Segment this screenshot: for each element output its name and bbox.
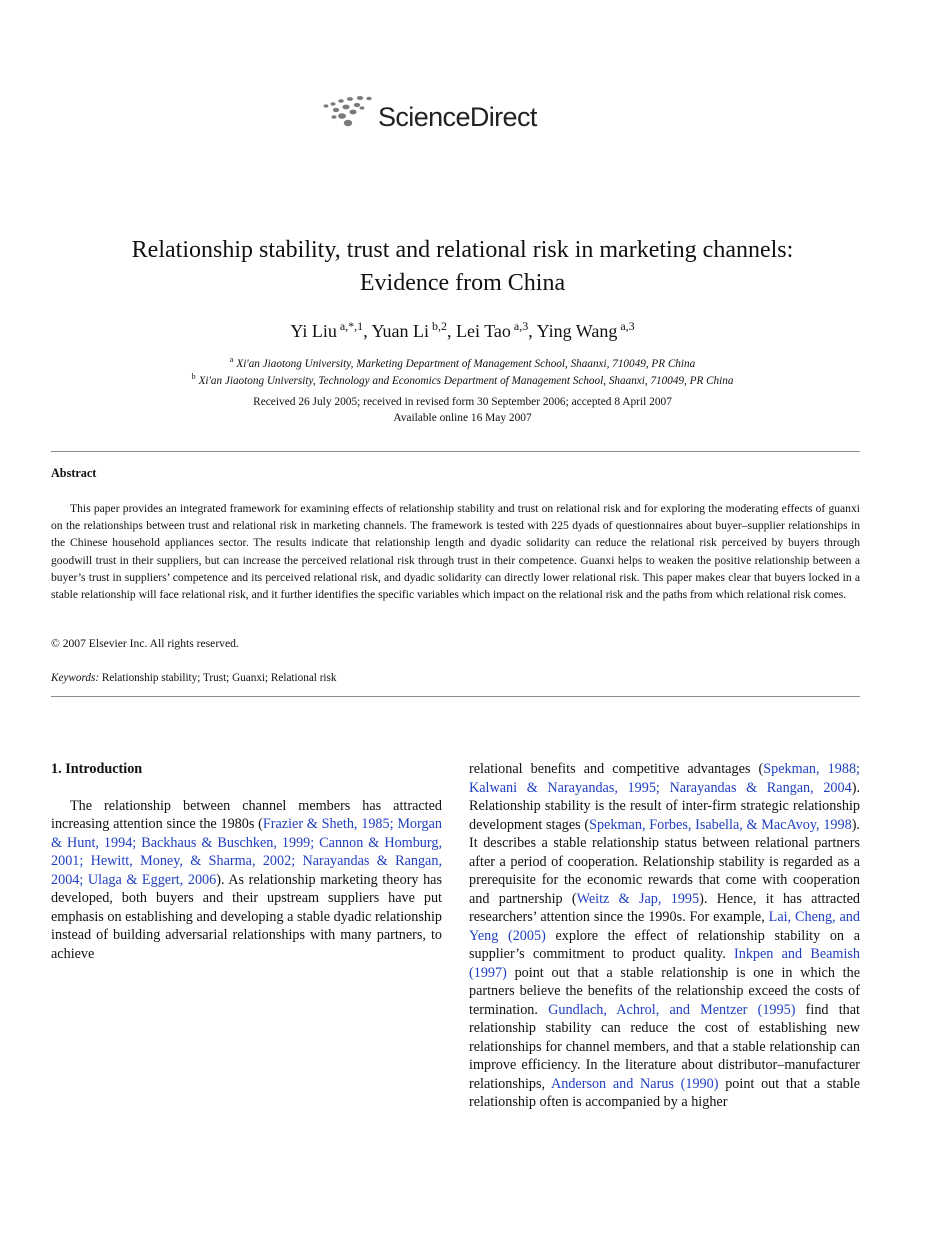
citation-link[interactable]: Frazier & Sheth, 1985; Morgan & Hunt, 1994; Backhaus & Buschken, 1999; Cannon & Homburg, 2001; Hewitt, Money, & Sharma, 2002; Narayandas & Rangan, 2004; Ulaga & Eggert, 2006 <box>51 816 442 888</box>
affiliation-text: Xi'an Jiaotong University, Marketing Department of Management School, Shaanxi, 710049, PR China <box>236 358 696 370</box>
body-text: point out that a stable relationship often is accompanied by a higher <box>469 1075 860 1110</box>
title-line-1: Relationship stability, trust and relational risk in marketing channels: <box>131 237 794 263</box>
citation-link[interactable]: Inkpen and Beamish (1997) <box>469 946 861 981</box>
citation-link[interactable]: Weitz & Jap, 1995 <box>576 890 700 907</box>
affiliation-mark: b <box>191 372 196 381</box>
keywords-label: Keywords: <box>51 672 100 684</box>
received-dates: Received 26 July 2005; received in revised form 30 September 2006; accepted 8 April 2007 <box>253 396 672 408</box>
citation-link[interactable]: Gundlach, Achrol, and Mentzer (1995) <box>548 1001 796 1018</box>
body-text: explore the effect of relationship stability on a supplier’s commitment to product quality. <box>469 927 860 962</box>
author-superscript: b,2 <box>432 319 448 333</box>
body-text: The relationship between channel members has attracted increasing attention since the 1980s ( <box>51 797 442 832</box>
right-column <box>469 760 860 1112</box>
intro-paragraph-left <box>51 797 442 964</box>
intro-paragraph-right <box>469 760 860 1112</box>
abstract-heading: Abstract <box>51 466 97 480</box>
author-name[interactable]: Ying Wang <box>536 321 618 341</box>
divider-top <box>51 451 860 452</box>
keywords-list: Relationship stability; Trust; Guanxi; Relational risk <box>101 672 337 684</box>
logo-wordmark: ScienceDirect <box>378 102 537 132</box>
author-name[interactable]: Yuan Li <box>371 321 430 341</box>
affiliation-text: Xi'an Jiaotong University, Technology and Economics Department of Management School, Shaanxi, 710049, PR China <box>198 375 734 387</box>
author-superscript: a,3 <box>620 319 635 333</box>
title-line-2: Evidence from China <box>359 270 566 296</box>
divider-bottom <box>51 696 860 697</box>
keywords <box>51 671 337 686</box>
body-text: ). It describes a stable relationship status between relational partners after a period of cooperation. Relationship stability is regarded as a prerequisite for the economic rewards that come with cooperation and partnership ( <box>469 816 860 907</box>
available-online: Available online 16 May 2007 <box>393 412 532 424</box>
citation-link[interactable]: Spekman, Forbes, Isabella, & MacAvoy, 1998 <box>589 816 852 833</box>
body-text: ). Hence, it has attracted researchers’ attention since the 1990s. For example, <box>469 890 860 925</box>
body-text: find that relationship stability can reduce the cost of establishing new relationships for channel members, and that a stable relationship can improve efficiency. In the literature about distributor–manufacturer relationships, <box>469 1001 860 1092</box>
author-superscript: a,3 <box>513 319 529 333</box>
affiliation-b <box>40 369 885 389</box>
body-text: point out that a stable relationship is one in which the partners believe the benefits of the relationship exceed the costs of termination. <box>469 964 860 1018</box>
author-list: Yi Liu $^{a,*,1}$, Yuan Li $^{b,2}$, Lei Tao $^{a,3}$, Ying Wang $^{a,3}$ <box>290 319 635 341</box>
sciencedirect-logo <box>322 94 552 140</box>
left-column <box>51 760 442 963</box>
body-text: relational benefits and competitive advantages ( <box>469 761 764 777</box>
author-name[interactable]: Lei Tao <box>456 321 511 341</box>
affiliation-mark: a <box>229 355 234 364</box>
citation-link[interactable]: Anderson and Narus (1990) <box>550 1075 719 1092</box>
abstract-body: This paper provides an integrated framework for examining effects of relationship stability and trust on relational risk and for exploring the moderating effects of guanxi on the relationships between trust and relational risk in marketing channels. The framework is tested with 225 dyads of questionnaires about buyer–supplier relationships in the Chinese household appliances sector. The results indicate that relationship length and dyadic solidarity can reduce the relational risk perceived by buyers through goodwill trust in their suppliers, but can increase the perceived relational risk through trust in their competence. Guanxi helps to weaken the positive relationship between a buyer’s trust in suppliers’ competence and its perceived relational risk, and dyadic solidarity can directly lower relational risk. This paper makes clear that buyers locked in a stable relationship will face relational risk, and it further identifies the specific variables which impact on the relational risk and the paths from which relational risk comes. <box>51 502 860 602</box>
body-text: ). Relationship stability is the result of inter-firm strategic relationship development stages ( <box>469 779 860 833</box>
sciencedirect-dots-icon <box>322 94 374 134</box>
article-title <box>40 234 885 300</box>
body-text: ). As relationship marketing theory has developed, both buyers and their upstream suppliers have put emphasis on establishing and developing a stable dyadic relationship instead of building adversarial relationships with many partners, to achieve <box>51 871 443 962</box>
author-name[interactable]: Yi Liu <box>290 321 337 341</box>
citation-link[interactable]: Spekman, 1988; Kalwani & Narayandas, 1995; Narayandas & Rangan, 2004 <box>469 761 860 796</box>
author-superscript: a,*,1 <box>339 319 364 333</box>
copyright: © 2007 Elsevier Inc. All rights reserved. <box>51 637 239 650</box>
citation-link[interactable]: Lai, Cheng, and Yeng (2005) <box>469 909 860 944</box>
section-heading-introduction: 1. Introduction <box>51 761 143 777</box>
